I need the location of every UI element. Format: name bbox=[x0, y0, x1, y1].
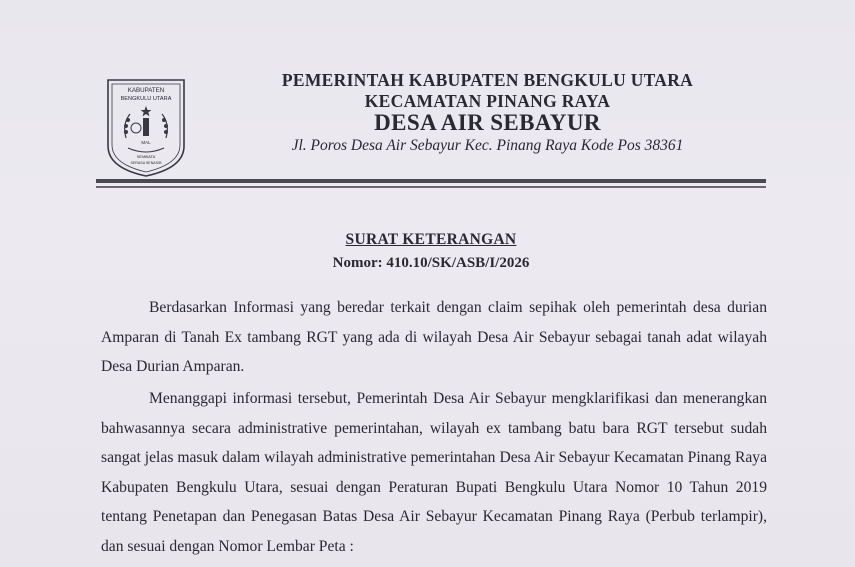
letterhead-thin-rule bbox=[96, 186, 766, 188]
emblem-small-label: MAL bbox=[141, 140, 151, 145]
paragraph-2 bbox=[101, 384, 767, 561]
svg-text:KABUPATEN: KABUPATEN bbox=[127, 87, 165, 94]
letterhead-thick-rule bbox=[96, 179, 766, 183]
svg-text:BENGKULU UTARA: BENGKULU UTARA bbox=[120, 96, 172, 102]
government-heading: PEMERINTAH KABUPATEN BENGKULU UTARA bbox=[281, 70, 694, 90]
address-line: Jl. Poros Desa Air Sebayur Kec. Pinang Raya Kode Pos 38361 bbox=[291, 137, 684, 154]
svg-text:SERASA SENASIB: SERASA SENASIB bbox=[130, 161, 162, 165]
document-title: SURAT KETERANGAN bbox=[345, 231, 517, 248]
paragraph-1 bbox=[101, 293, 767, 382]
svg-text:SEMBATA: SEMBATA bbox=[136, 154, 156, 159]
district-heading: KECAMATAN PINANG RAYA bbox=[364, 91, 611, 111]
document-number: Nomor: 410.10/SK/ASB/I/2026 bbox=[332, 255, 530, 271]
paragraph-1-text: Berdasarkan Informasi yang beredar terkait dengan claim sepihak oleh pemerintah desa durian Amparan di Tanah Ex tambang RGT yang ada di wilayah Desa Air Sebayur sebagai tanah adat wilayah Desa Durian Amparan. bbox=[101, 299, 767, 375]
village-heading: DESA AIR SEBAYUR bbox=[374, 110, 601, 135]
paragraph-2-text: Menanggapi informasi tersebut, Pemerintah Desa Air Sebayur mengklarifikasi dan menerangkan bahwasannya secara administrative pemerintahan, wilayah ex tambang batu bara RGT tersebut sudah sangat jelas masuk dalam wilayah administrative pemerintahan Desa Air Sebayur Kecamatan Pinang Raya Kabupaten Bengkulu Utara, sesuai dengan Peraturan Bupati Bengkulu Utara Nomor 10 Tahun 2019 tentang Penetapan dan Penegasan Batas Desa Air Sebayur Kecamatan Pinang Raya (Perbub terlampir), dan sesuai dengan Nomor Lembar Peta : bbox=[101, 390, 767, 555]
